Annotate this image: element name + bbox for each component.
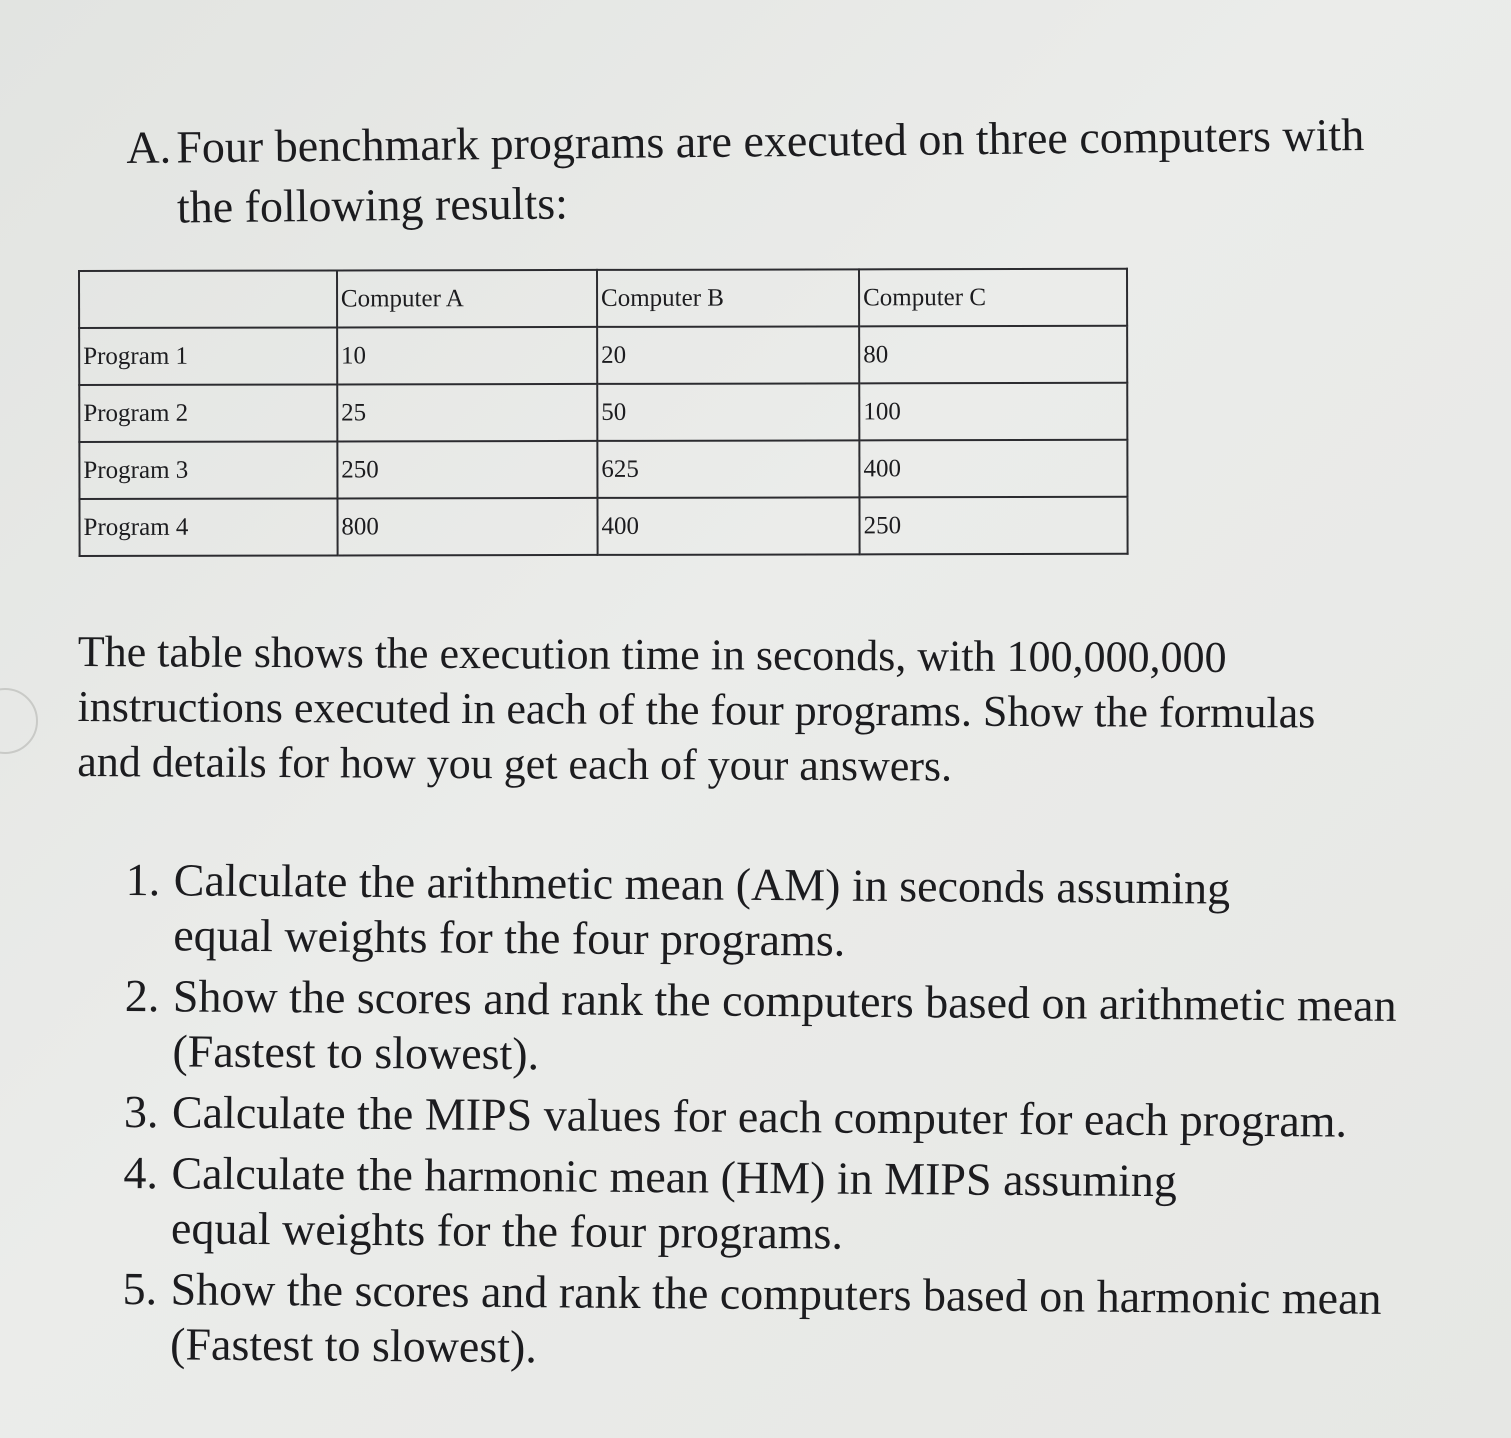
row-label: Program 1 — [79, 327, 337, 385]
cell-computer-a: 800 — [337, 498, 597, 556]
header-cell-computer-c: Computer C — [859, 269, 1127, 327]
list-item — [123, 1145, 1494, 1266]
question-number: 5. — [122, 1262, 158, 1315]
cell-computer-c: 400 — [859, 440, 1127, 498]
description-paragraph — [77, 624, 1478, 796]
cell-computer-c: 250 — [859, 497, 1127, 555]
intro-line-1: Four benchmark programs are executed on three computers with — [176, 109, 1365, 173]
description-line-1: The table shows the execution time in seconds, with 100,000,000 — [77, 626, 1227, 683]
table-header-row — [79, 269, 1127, 328]
question-number: 4. — [123, 1146, 159, 1199]
cell-computer-b: 50 — [597, 383, 859, 441]
question-line-1: Calculate the MIPS values for each computer for each program. — [171, 1086, 1348, 1147]
list-item — [124, 1084, 1494, 1150]
problem-heading — [126, 104, 1457, 238]
question-line-2: equal weights for the four programs. — [170, 1202, 844, 1259]
cell-computer-a: 250 — [337, 441, 597, 499]
question-line-1: Show the scores and rank the computers based on harmonic mean — [170, 1263, 1382, 1324]
header-cell-empty — [79, 270, 337, 328]
table-row — [79, 497, 1127, 556]
problem-marker: A. — [126, 121, 172, 173]
question-line-1: Calculate the arithmetic mean (AM) in seconds assuming — [173, 854, 1231, 914]
table-row — [79, 383, 1127, 442]
cell-computer-b: 20 — [597, 326, 859, 384]
question-number: 1. — [125, 853, 161, 906]
question-line-1: Calculate the harmonic mean (HM) in MIPS assuming — [171, 1147, 1178, 1207]
list-item — [125, 852, 1496, 973]
list-item — [124, 968, 1495, 1089]
table-row — [79, 440, 1127, 499]
row-label: Program 2 — [79, 384, 337, 442]
cell-computer-c: 100 — [859, 383, 1127, 441]
cell-computer-a: 10 — [337, 327, 597, 385]
list-item — [122, 1261, 1493, 1382]
question-line-1: Show the scores and rank the computers based on arithmetic mean — [172, 970, 1397, 1031]
row-label: Program 4 — [79, 498, 337, 556]
question-number: 2. — [124, 969, 160, 1022]
cell-computer-b: 400 — [597, 497, 859, 555]
row-label: Program 3 — [79, 441, 337, 499]
edge-circle-mark — [0, 688, 38, 754]
cell-computer-c: 80 — [859, 326, 1127, 384]
cell-computer-b: 625 — [597, 440, 859, 498]
questions-list — [122, 852, 1496, 1388]
question-line-2: (Fastest to slowest). — [169, 1318, 538, 1373]
results-table — [78, 268, 1129, 557]
question-number: 3. — [123, 1085, 159, 1138]
header-cell-computer-b: Computer B — [597, 269, 859, 327]
intro-line-2: the following results: — [176, 177, 569, 233]
description-line-3: and details for how you get each of your answers. — [77, 736, 953, 791]
description-line-2: instructions executed in each of the four programs. Show the formulas — [77, 681, 1316, 738]
table-row — [79, 326, 1127, 385]
question-line-2: (Fastest to slowest). — [172, 1025, 540, 1080]
question-line-2: equal weights for the four programs. — [173, 909, 846, 966]
cell-computer-a: 25 — [337, 384, 597, 442]
header-cell-computer-a: Computer A — [337, 270, 597, 328]
